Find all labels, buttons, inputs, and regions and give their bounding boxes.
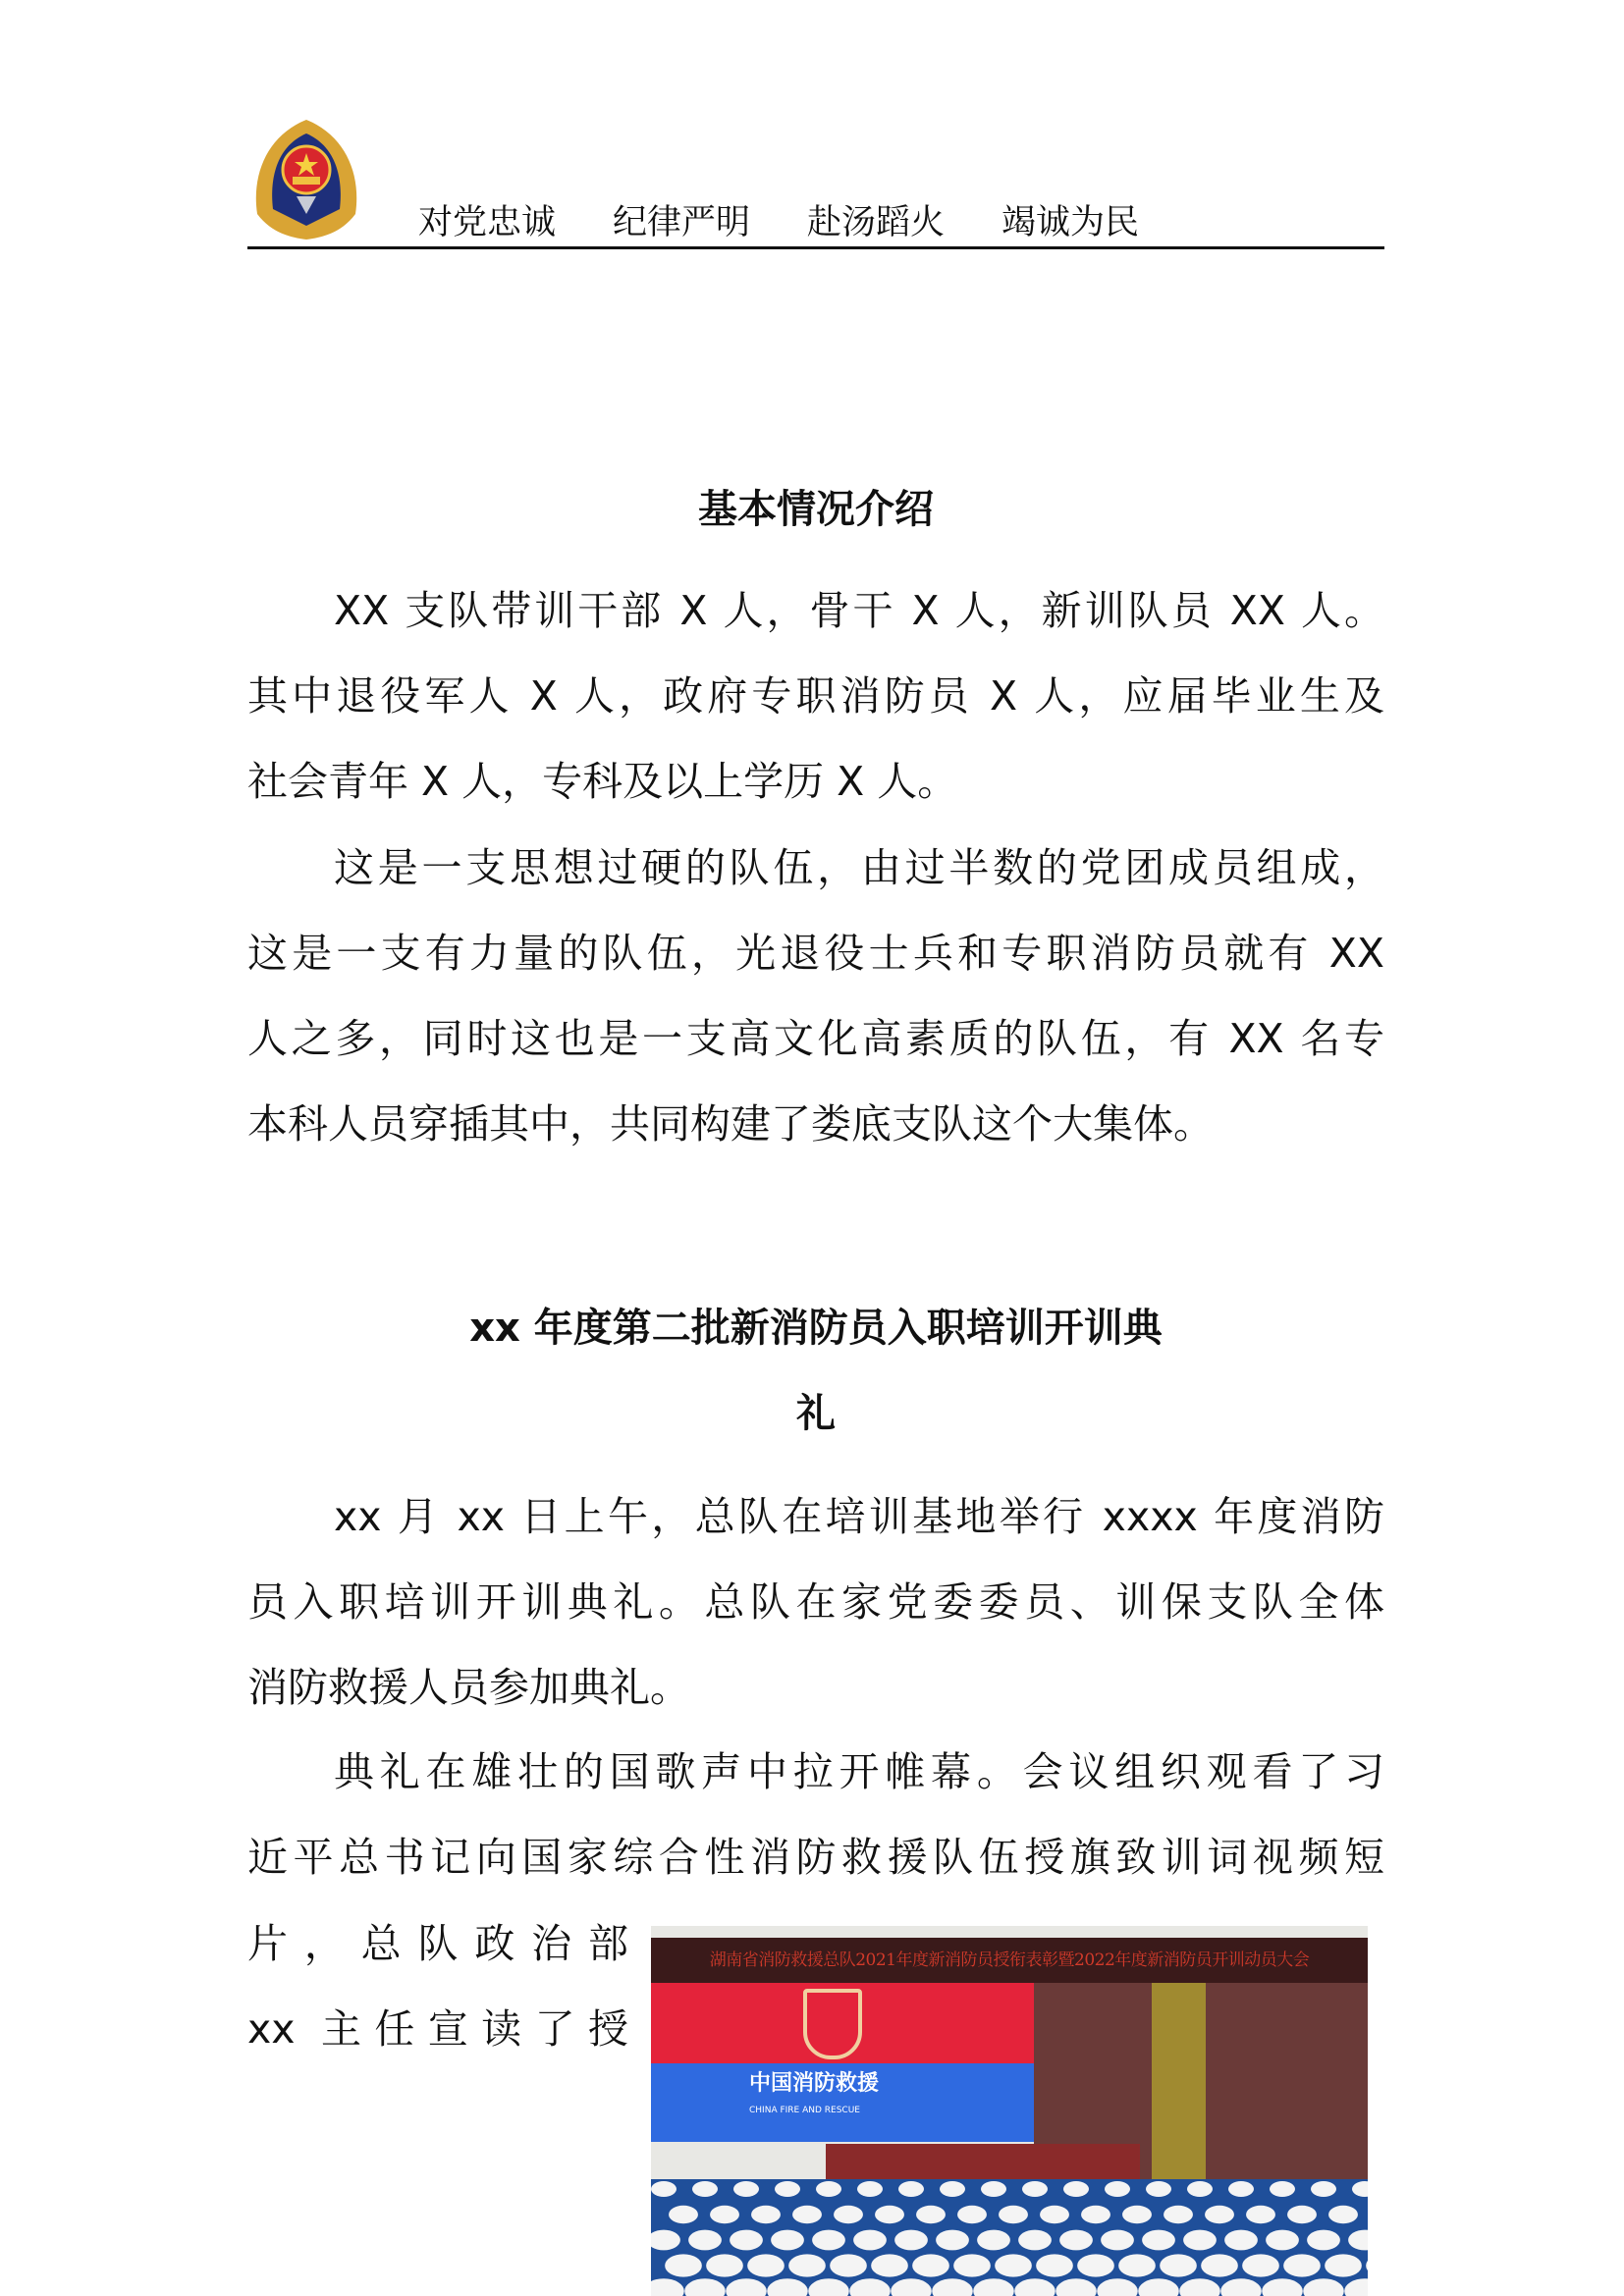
screen-emblem-icon [803,1989,862,2059]
audience-cap [1325,2254,1362,2276]
audience-cap [816,2181,841,2197]
audience-cap [1056,2278,1097,2296]
audience-cap [1059,2230,1093,2251]
audience-cap [1307,2230,1340,2251]
audience-cap [830,2254,867,2276]
audience-cap [669,2206,698,2223]
audience-cap [788,2254,826,2276]
audience-cap [1105,2181,1130,2197]
motto-item: 赴汤蹈火 [807,203,946,242]
audience-cap [1036,2254,1073,2276]
audience-cap [891,2278,932,2296]
audience-cap [1287,2206,1317,2223]
section-title: 基本情况介绍 [698,487,934,532]
audience-cap [1205,2206,1234,2223]
audience-cap [1146,2181,1171,2197]
audience-cap [912,2254,949,2276]
audience-cap [1201,2254,1238,2276]
audience-cap [916,2206,946,2223]
audience-cap [957,2206,987,2223]
audience-cap [981,2181,1006,2197]
audience-cap [1122,2206,1152,2223]
audience-cap [1328,2206,1358,2223]
audience-cap [834,2206,863,2223]
audience-cap [808,2278,849,2296]
audience-cap [767,2278,808,2296]
audience-cap [853,2230,887,2251]
audience-cap [1118,2254,1156,2276]
audience-cap [730,2230,763,2251]
audience-cap [665,2254,702,2276]
audience-cap [792,2206,822,2223]
audience-cap [995,2254,1032,2276]
audience-cap [1142,2230,1175,2251]
paragraph-line: XX 支队带训干部 X 人，骨干 X 人，新训队员 XX 人。 [334,587,1384,634]
paragraph-line: xx 主任宣读了授 [247,2005,628,2053]
audience-cap [977,2230,1010,2251]
audience-cap [706,2254,743,2276]
audience-cap [953,2254,991,2276]
audience-cap [857,2181,883,2197]
audience-cap [1311,2181,1336,2197]
audience-cap [999,2206,1028,2223]
audience-cap [973,2278,1014,2296]
audience-cap [812,2230,845,2251]
audience-cap [1101,2230,1134,2251]
fire-rescue-emblem-logo [247,116,365,241]
paragraph-line: xx 月 xx 日上午，总队在培训基地举行 xxxx 年度消防 [334,1493,1384,1540]
audience-cap [651,2230,680,2251]
header-motto [418,202,1139,243]
audience-cap [1179,2278,1220,2296]
audience-cap [771,2230,804,2251]
audience-cap [1348,2230,1368,2251]
paragraph-line: 这是一支有力量的队伍，光退役士兵和专职消防员就有 XX [247,930,1384,977]
audience-cap [651,2278,684,2296]
audience-cap [1303,2278,1344,2296]
audience-cap [1246,2206,1275,2223]
screen-label: 中国消防救援 [749,2071,880,2096]
audience-cap [1220,2278,1262,2296]
audience-cap [875,2206,904,2223]
audience-cap [849,2278,891,2296]
paragraph-line: 本科人员穿插其中，共同构建了娄底支队这个大集体。 [247,1100,1214,1148]
paragraph-line: 消防救援人员参加典礼。 [247,1664,690,1711]
stage-curtain [1152,1983,1206,2179]
audience-cap [1366,2254,1368,2276]
motto-item: 纪律严明 [613,203,751,242]
audience-cap [726,2278,767,2296]
paragraph-line: 其中退役军人 X 人，政府专职消防员 X 人，应届毕业生及 [247,672,1384,720]
audience-cap [1352,2181,1368,2197]
audience-cap [751,2206,781,2223]
audience-cap [1242,2254,1279,2276]
audience-cap [1081,2206,1110,2223]
audience-cap [1164,2206,1193,2223]
audience-cap [1014,2278,1056,2296]
audience-cap [688,2230,722,2251]
audience-cap [1040,2206,1069,2223]
paragraph-line: 员入职培训开训典礼。总队在家党委委员、训保支队全体 [247,1578,1384,1626]
audience-cap [1224,2230,1258,2251]
audience-cap [733,2181,759,2197]
audience-cap [1283,2254,1321,2276]
audience-cap [1228,2181,1254,2197]
audience-cap [1077,2254,1114,2276]
paragraph-line: 人之多，同时这也是一支高文化高素质的队伍，有 XX 名专 [247,1015,1384,1062]
header-divider [247,246,1384,249]
paragraph-line: 这是一支思想过硬的队伍，由过半数的党团成员组成， [334,844,1384,891]
audience-cap [775,2181,800,2197]
audience-cap [1160,2254,1197,2276]
audience-cap [1022,2181,1048,2197]
audience-cap [932,2278,973,2296]
audience-cap [1266,2230,1299,2251]
audience [651,2179,1368,2296]
audience-cap [747,2254,785,2276]
audience-cap [1344,2278,1368,2296]
audience-cap [871,2254,908,2276]
audience-cap [1018,2230,1052,2251]
audience-cap [710,2206,739,2223]
audience-cap [940,2181,965,2197]
audience-cap [684,2278,726,2296]
audience-cap [936,2230,969,2251]
audience-cap [1187,2181,1213,2197]
audience-cap [1270,2181,1295,2197]
motto-item: 竭诚为民 [1001,203,1140,242]
photo-banner: 湖南省消防救援总队2021年度新消防员授衔表彰暨2022年度新消防员开训动员大会 [651,1938,1368,1983]
audience-cap [1138,2278,1179,2296]
screen-sub: CHINA FIRE AND RESCUE [749,2106,860,2115]
audience-cap [1063,2181,1089,2197]
audience-cap [894,2230,928,2251]
audience-cap [1097,2278,1138,2296]
section-title: xx 年度第二批新消防员入职培训开训典 [469,1306,1163,1351]
audience-cap [898,2181,924,2197]
paragraph-line: 典礼在雄壮的国歌声中拉开帷幕。会议组织观看了习 [334,1748,1384,1795]
ceremony-photo [651,1926,1368,2296]
audience-cap [1262,2278,1303,2296]
paragraph-line: 近平总书记向国家综合性消防救援队伍授旗致训词视频短 [247,1834,1384,1881]
paragraph-line: 片，总队政治部 [247,1920,628,1967]
paragraph-line: 社会青年 X 人，专科及以上学历 X 人。 [247,758,958,805]
section-title: 礼 [796,1391,836,1436]
audience-cap [651,2181,677,2197]
audience-cap [692,2181,718,2197]
motto-item: 对党忠诚 [418,203,557,242]
audience-cap [1183,2230,1217,2251]
